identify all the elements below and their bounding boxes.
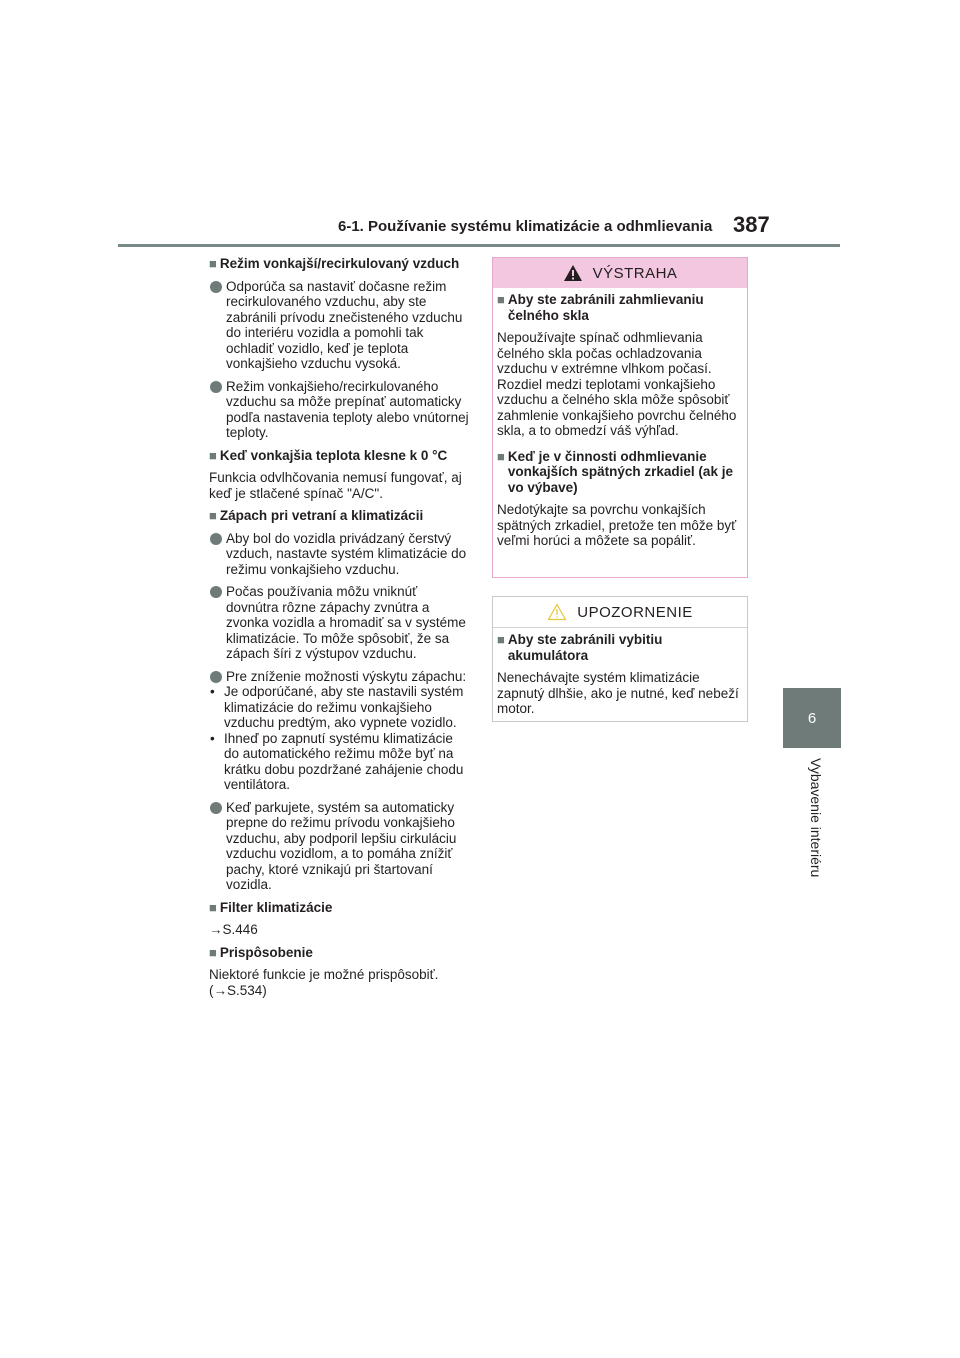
bullet-text: Pre zníženie možnosti výskytu zápachu: xyxy=(226,668,467,684)
page-reference-link[interactable]: →S.446 xyxy=(209,922,258,937)
bullet-text: Odporúča sa nastaviť dočasne režim recirkulovaného vzduchu, aby ste zabránili prívodu znečisteného vzduchu do interiéru vozidla a pomohli tak ochladiť vozidlo, keď je teplota vonkajšieho vzduchu vysoká. xyxy=(226,278,463,371)
square-bullet-icon: ■ xyxy=(209,508,217,523)
heading-text: Prispôsobenie xyxy=(219,944,313,960)
section-heading xyxy=(209,448,471,464)
heading-text: Aby ste zabránili vybitiu akumulátora xyxy=(507,632,663,663)
bullet-item xyxy=(209,669,471,793)
square-bullet-icon: ■ xyxy=(209,899,217,915)
sub-item xyxy=(210,731,471,793)
bullet-item xyxy=(209,531,471,578)
bullet-text: Počas používania môžu vniknúť dovnútra rôzne zápachy zvnútra a zvonka vozidla a hromadiť sa v systéme klimatizácie. To môže spôsobiť, že sa zápach šíri z výstupov vzduchu. xyxy=(226,584,466,661)
page-number: 387 xyxy=(733,212,770,237)
bullet-item xyxy=(209,584,471,662)
sub-item-text: Ihneď po zapnutí systému klimatizácie do automatického režimu môže byť na krátku dobu pozdržané zahájenie chodu ventilátora. xyxy=(224,730,464,792)
bullet-body xyxy=(210,668,471,793)
square-bullet-icon: ■ xyxy=(497,448,505,464)
section-heading xyxy=(209,508,471,524)
section-heading xyxy=(209,945,471,961)
section-heading xyxy=(209,256,471,272)
chapter-tab[interactable] xyxy=(783,688,841,748)
heading-text: Filter klimatizácie xyxy=(219,899,333,915)
heading-text: Režim vonkajší/recirkulovaný vzduch xyxy=(219,256,460,271)
heading-text: Aby ste zabránili zahmlievaniu čelného skla xyxy=(507,292,704,323)
circle-bullet-icon xyxy=(210,533,222,545)
notice-subheading xyxy=(497,632,741,663)
dash-icon: • xyxy=(210,730,215,746)
notice-title: UPOZORNENIE xyxy=(577,603,693,621)
heading-text: Keď je v činnosti odhmlievanie vonkajších spätných zrkadiel (ak je vo výbave) xyxy=(507,448,733,495)
bullet-text: Keď parkujete, systém sa automaticky prepne do režimu prívodu vonkajšieho vzduchu, aby podporil lepšiu cirkuláciu vzduchu vozidlom, a to pomáha znížiť pachy, ktoré vznikajú pri štartovaní vozidla. xyxy=(226,799,457,892)
circle-bullet-icon xyxy=(210,586,222,598)
warning-text: Nepoužívajte spínač odhmlievania čelného skla počas ochladzovania vzduchu v extrémne vlhkom počasí. Rozdiel medzi teplotami vonkajšieho vzduchu a čelného skla môže spôsobiť zahmlenie vonkajšieho povrchu čelného skla, a to obmedzí váš výhľad. xyxy=(497,330,737,438)
warning-text: Nedotýkajte sa povrchu vonkajších spätných zrkadiel, pretože ten môže byť veľmi horúci a môžete sa popáliť. xyxy=(497,502,737,548)
circle-bullet-icon xyxy=(210,802,222,814)
warning-subheading xyxy=(497,449,741,496)
dash-icon: • xyxy=(210,684,215,699)
notice-text: Nenechávajte systém klimatizácie zapnutý dlhšie, ako je nutné, keď nebeží motor. xyxy=(497,670,739,716)
section-heading xyxy=(209,900,471,916)
square-bullet-icon: ■ xyxy=(209,944,217,960)
chapter-label: Vybavenie interiéru xyxy=(808,758,824,878)
paragraph: Niektoré funkcie je možné prispôsobiť. (→S.534) xyxy=(209,967,439,998)
square-bullet-icon: ■ xyxy=(209,447,217,463)
header-divider xyxy=(118,244,840,247)
bullet-text: Aby bol do vozidla privádzaný čerstvý vzduch, nastavte systém klimatizácie do režimu vonkajšieho vzduchu. xyxy=(226,530,467,577)
warning-subheading xyxy=(497,292,741,323)
square-bullet-icon: ■ xyxy=(497,292,505,307)
caution-triangle-icon xyxy=(547,603,567,621)
warning-box xyxy=(492,257,748,578)
bullet-item xyxy=(209,379,471,441)
circle-bullet-icon xyxy=(210,671,222,683)
notice-box xyxy=(492,596,748,722)
square-bullet-icon: ■ xyxy=(497,632,505,647)
sub-item-text: Je odporúčané, aby ste nastavili systém klimatizácie do režimu vonkajšieho vzduchu predtým, ako vypnete vozidlo. xyxy=(224,684,464,730)
circle-bullet-icon xyxy=(210,281,222,293)
notice-body xyxy=(493,628,747,717)
warning-header xyxy=(493,258,747,288)
bullet-item xyxy=(209,800,471,893)
warning-title: VÝSTRAHA xyxy=(592,264,678,282)
bullet-item xyxy=(209,279,471,372)
paragraph: Funkcia odvlhčovania nemusí fungovať, aj keď je stlačené spínač "A/C". xyxy=(209,470,462,501)
warning-triangle-icon xyxy=(563,264,583,282)
heading-text: Zápach pri vetraní a klimatizácii xyxy=(219,508,424,523)
warning-body xyxy=(493,288,747,549)
main-column xyxy=(209,256,471,1005)
notice-header xyxy=(493,597,747,628)
section-title: 6-1. Používanie systému klimatizácie a odhmlievania xyxy=(338,218,713,235)
circle-bullet-icon xyxy=(210,381,222,393)
square-bullet-icon: ■ xyxy=(209,256,217,271)
bullet-text: Režim vonkajšieho/recirkulovaného vzduchu sa môže prepínať automaticky podľa nastavenia teploty alebo vnútornej teploty. xyxy=(226,378,469,440)
sub-item xyxy=(210,684,471,731)
chapter-number: 6 xyxy=(807,709,817,727)
heading-text: Keď vonkajšia teplota klesne k 0 °C xyxy=(219,447,448,463)
